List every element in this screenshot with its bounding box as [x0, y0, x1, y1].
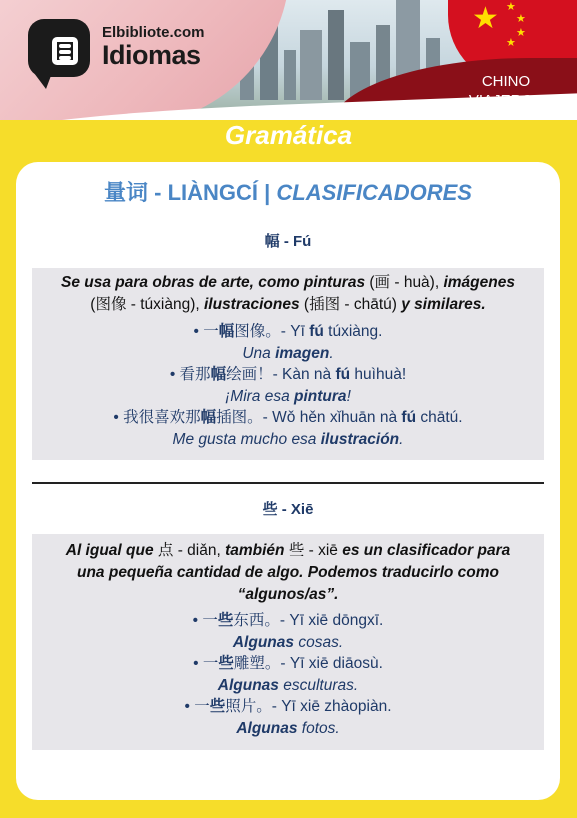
classifier-heading-fu: 幅 - Fú — [264, 233, 312, 250]
example-sentence: • 一些照片。- Yī xiē zhàopiàn. — [184, 698, 392, 715]
example-translation: Una imagen. — [242, 344, 334, 362]
classifier-heading-xie: 些 - Xiē — [262, 501, 314, 518]
title-chinese: 量词 — [104, 180, 149, 205]
title-spanish: CLASIFICADORES — [276, 180, 472, 205]
example-translation: ¡Mira esa pintura! — [225, 387, 351, 405]
content-card — [16, 162, 560, 800]
section-title: Gramática — [224, 120, 353, 150]
classifier-box-xie — [32, 534, 544, 750]
classifier-box-fu — [32, 268, 544, 460]
example-sentence: • 一些雕塑。- Yī xiē diāosù. — [193, 655, 383, 672]
logo-brand-name: Idiomas — [102, 40, 201, 70]
title-pinyin: LIÀNGCÍ — [167, 180, 259, 205]
badge-language: CHINO — [481, 73, 531, 90]
logo-speech-bubble-icon — [28, 19, 90, 77]
example-translation: Algunas esculturas. — [217, 676, 359, 694]
header-banner — [0, 0, 577, 120]
example-sentence: • 一些东西。- Yī xiē dōngxī. — [192, 612, 384, 629]
badge-level: VIAJEROS — [468, 92, 544, 109]
section-divider — [32, 482, 544, 484]
example-translation: Algunas fotos. — [236, 719, 340, 737]
site-logo[interactable] — [22, 16, 222, 92]
example-sentence: • 看那幅绘画！- Kàn nà fú huìhuà! — [169, 366, 407, 383]
logo-e-mark-icon — [52, 37, 78, 65]
classifier-description: Se usa para obras de arte, como pinturas (画 - huà), imágenes (图像 - túxiàng), ilustraciones (插图 - chātú) y similares. — [61, 274, 515, 313]
course-badge — [456, 72, 556, 110]
china-flag-image: ★ ★ ★ ★ ★ — [448, 0, 577, 85]
logo-site-name: Elbibliote.com — [102, 24, 205, 41]
example-sentence: • 一幅图像。- Yī fú túxiàng. — [193, 323, 383, 340]
example-sentence: • 我很喜欢那幅插图。- Wǒ hěn xǐhuān nà fú chātú. — [113, 409, 463, 426]
card-title: 量词 - LIÀNGCÍ | CLASIFICADORES — [104, 180, 472, 205]
example-translation: Algunas cosas. — [232, 633, 344, 651]
example-list — [32, 610, 544, 739]
example-list — [32, 321, 544, 450]
example-translation: Me gusta mucho esa ilustración. — [172, 430, 404, 448]
classifier-description: Al igual que 点 - diǎn, también 些 - xiē es un clasificador para una pequeña cantidad de algo. Podemos traducirlo como “algunos/as”. — [65, 542, 511, 603]
